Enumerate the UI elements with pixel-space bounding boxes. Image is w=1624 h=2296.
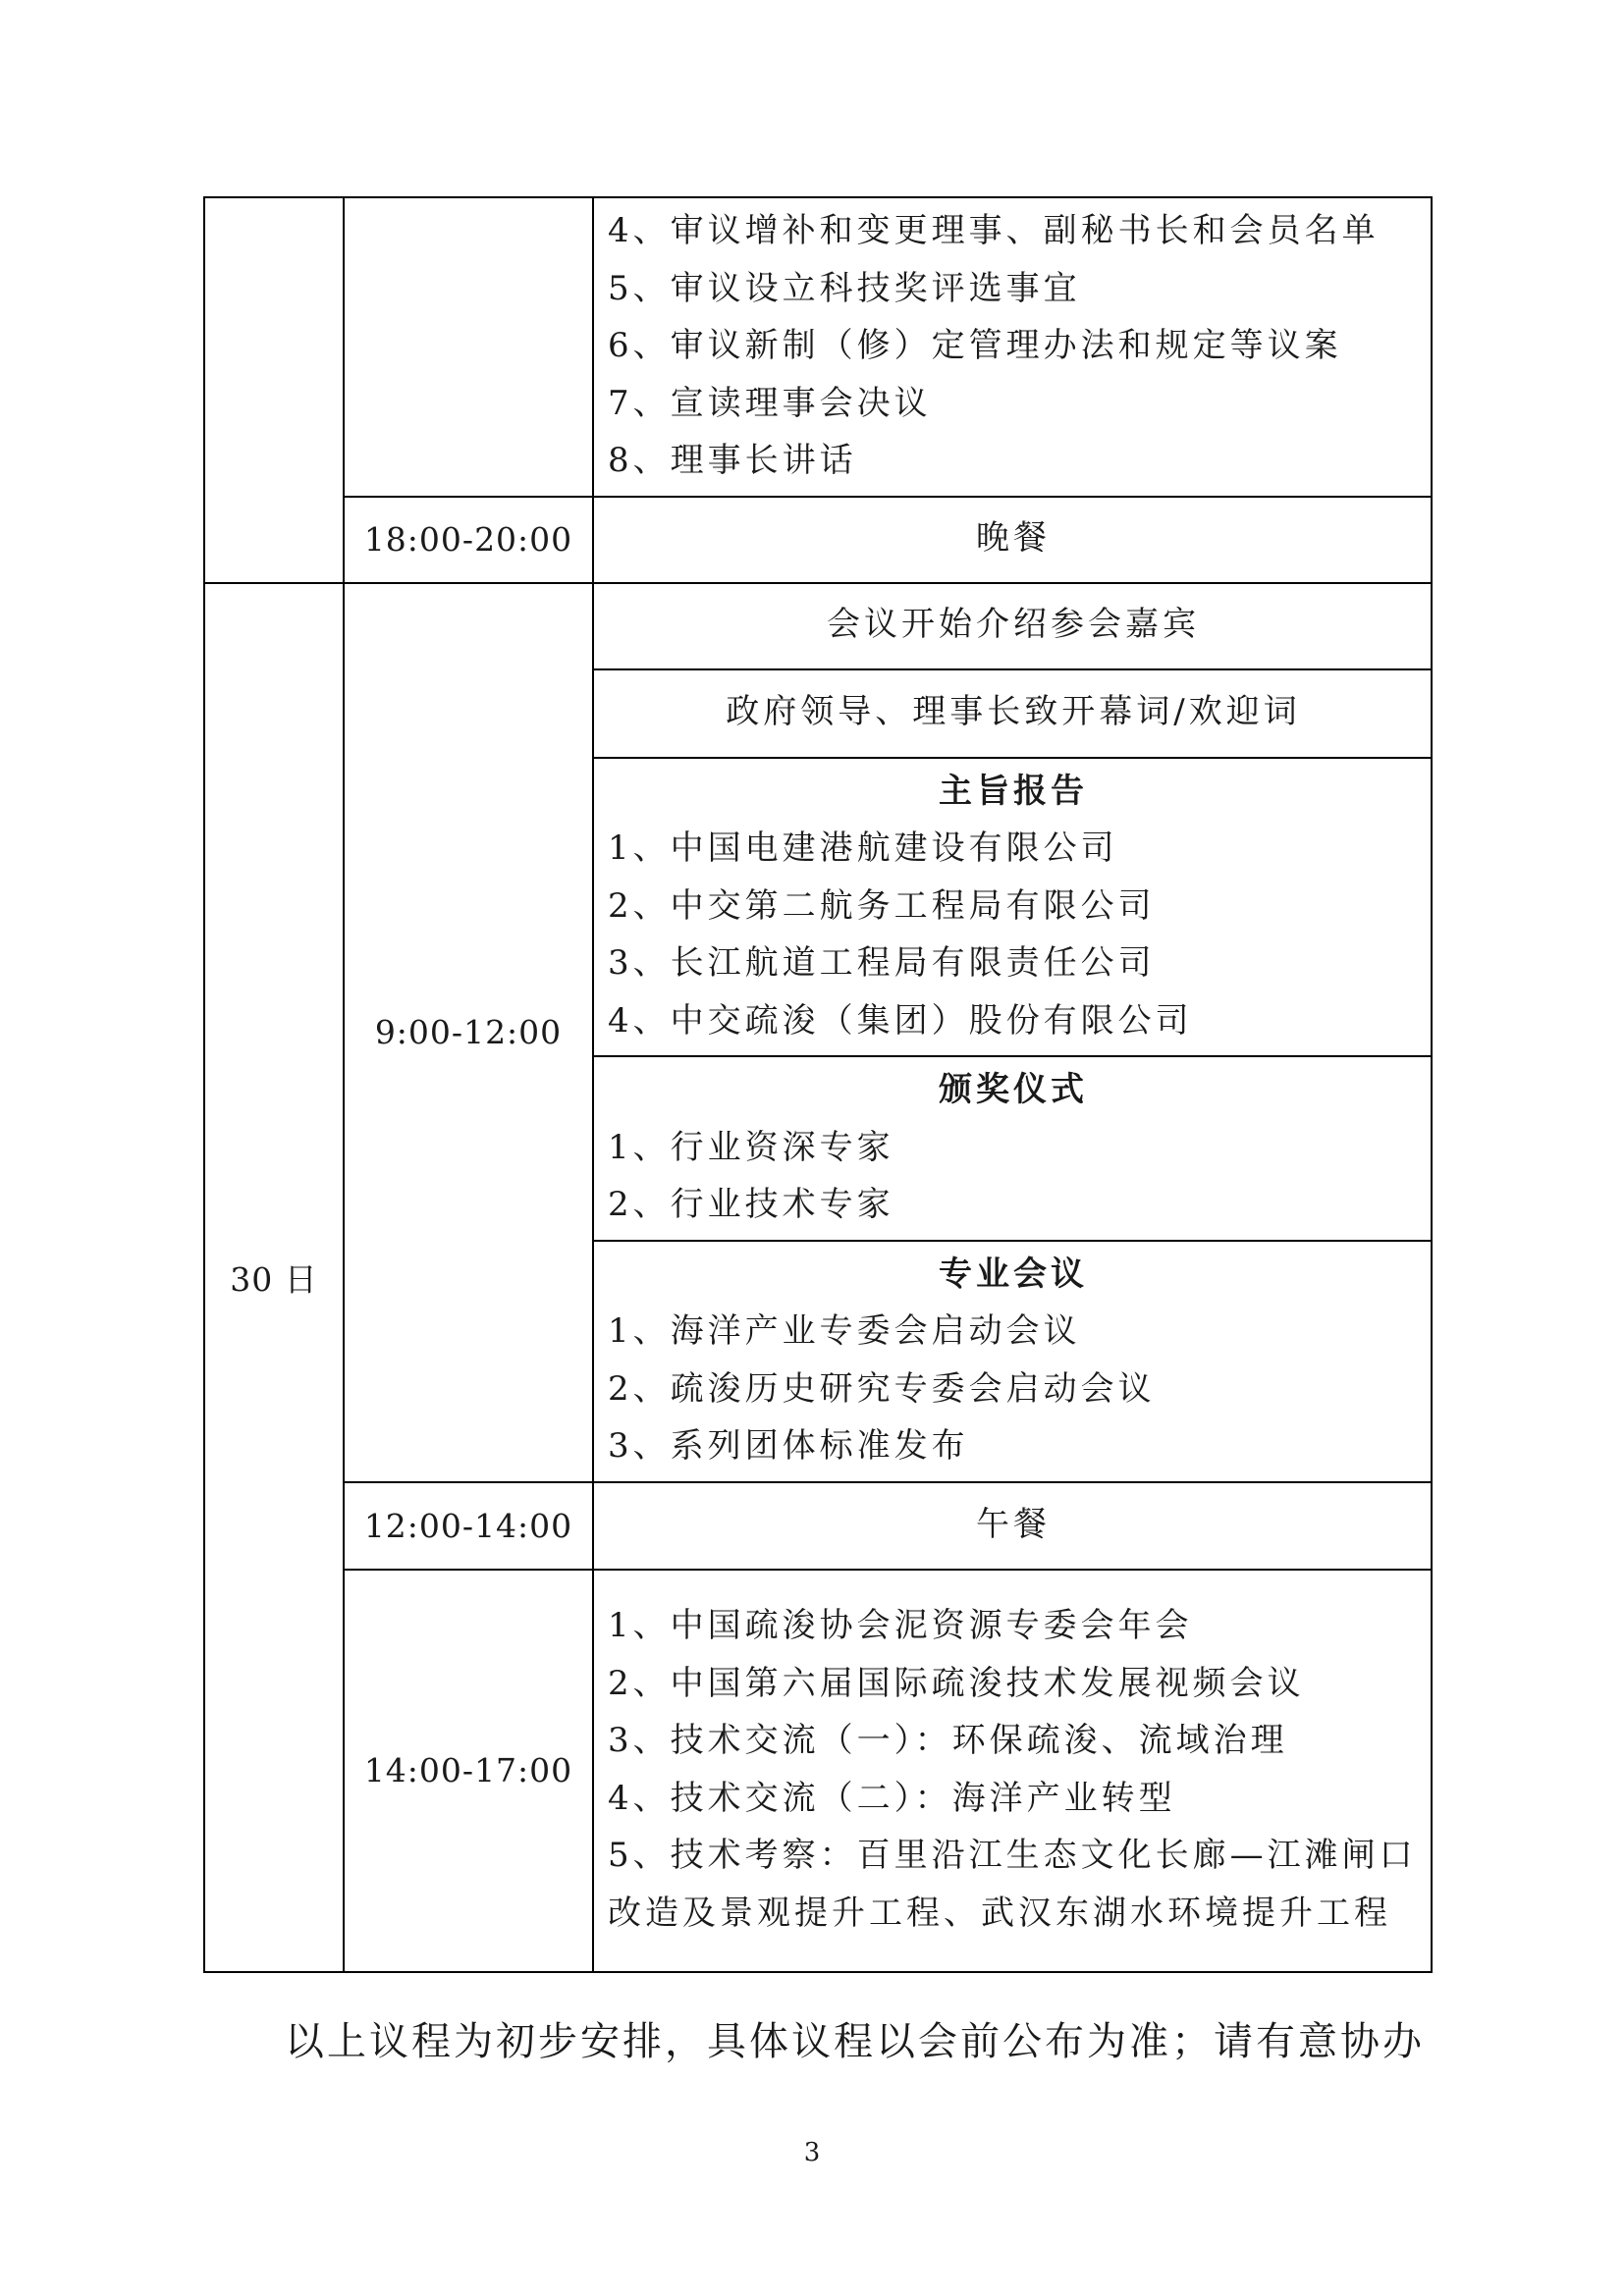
agenda-row [204, 497, 1432, 583]
content-cell: 政府领导、理事长致开幕词/欢迎词 [593, 669, 1432, 758]
day-cell: 30 日 [204, 583, 344, 1972]
content-cell [593, 1570, 1432, 1972]
content-cell [593, 1241, 1432, 1482]
day-cell [204, 197, 344, 583]
list-item: 2、中交第二航务工程局有限公司 [608, 885, 1156, 926]
content-cell: 午餐 [593, 1482, 1432, 1570]
agenda-row [204, 197, 1432, 497]
time-cell: 18:00-20:00 [344, 497, 593, 583]
list-item: 4、审议增补和变更理事、副秘书长和会员名单 [608, 211, 1380, 250]
list-item: 2、中国第六届国际疏浚技术发展视频会议 [608, 1663, 1305, 1703]
content-cell: 晚餐 [593, 497, 1432, 583]
section-heading: 主旨报告 [939, 771, 1088, 811]
agenda-row [204, 1482, 1432, 1570]
content-cell [593, 1056, 1432, 1241]
list-item: 5、技术考察：百里沿江生态文化长廊—江滩闸口改造及景观提升工程、武汉东湖水环境提升工程 [608, 1836, 1417, 1933]
content-cell: 会议开始介绍参会嘉宾 [593, 583, 1432, 669]
list-item: 7、宣读理事会决议 [608, 383, 932, 423]
time-cell [344, 197, 593, 497]
list-item: 4、技术交流（二）：海洋产业转型 [608, 1778, 1176, 1818]
time-cell: 9:00-12:00 [344, 583, 593, 1482]
list-item: 3、技术交流（一）：环保疏浚、流域治理 [608, 1721, 1288, 1760]
list-item: 1、行业资深专家 [608, 1127, 894, 1167]
content-cell [593, 197, 1432, 497]
content-cell [593, 758, 1432, 1057]
body-paragraph: 以上议程为初步安排，具体议程以会前公布为准；请有意协办 [285, 2019, 1425, 2064]
time-cell: 14:00-17:00 [344, 1570, 593, 1972]
time-cell: 12:00-14:00 [344, 1482, 593, 1570]
list-item: 4、中交疏浚（集团）股份有限公司 [608, 1000, 1193, 1041]
list-item: 6、审议新制（修）定管理办法和规定等议案 [608, 326, 1342, 365]
list-item: 2、行业技术专家 [608, 1185, 894, 1224]
section-heading: 专业会议 [939, 1254, 1088, 1294]
list-item: 5、审议设立科技奖评选事宜 [608, 268, 1081, 308]
list-item: 1、中国疏浚协会泥资源专委会年会 [608, 1606, 1193, 1645]
page-number: 3 [803, 2138, 821, 2167]
agenda-row [204, 583, 1432, 669]
agenda-row [204, 1570, 1432, 1972]
list-item: 2、疏浚历史研究专委会启动会议 [608, 1368, 1156, 1409]
list-item: 3、系列团体标准发布 [608, 1426, 969, 1466]
section-heading: 颁奖仪式 [939, 1070, 1088, 1109]
list-item: 1、海洋产业专委会启动会议 [608, 1311, 1081, 1351]
agenda-table [203, 196, 1433, 1973]
list-item: 1、中国电建港航建设有限公司 [608, 828, 1118, 868]
list-item: 3、长江航道工程局有限责任公司 [608, 943, 1156, 983]
list-item: 8、理事长讲话 [608, 441, 857, 480]
